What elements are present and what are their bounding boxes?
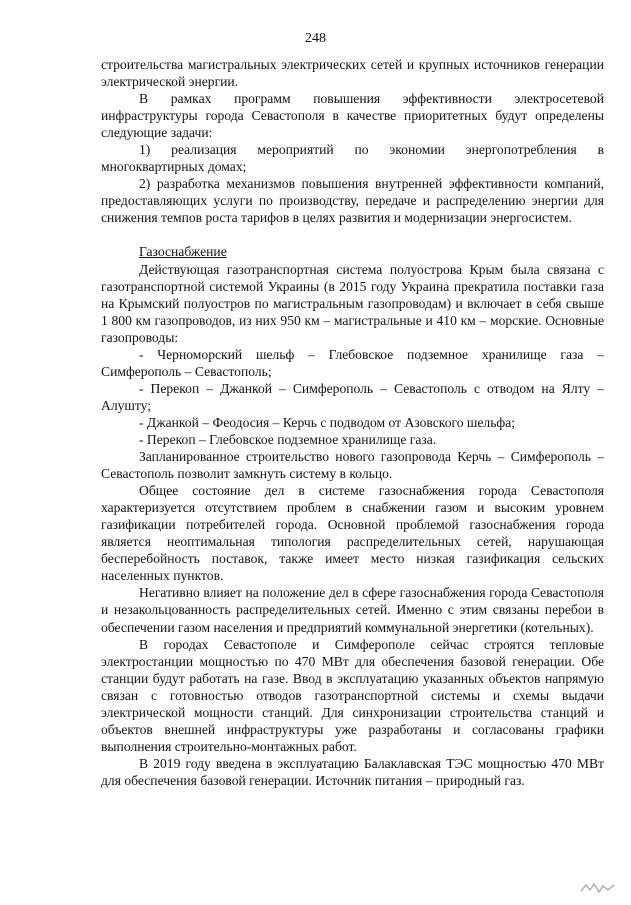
- paragraph-continuation: строительства магистральных электрических сетей и крупных источников генерации электрической энергии.: [101, 57, 604, 90]
- task-item-1: 1) реализация мероприятий по экономии энергопотребления в многоквартирных домах;: [101, 142, 604, 175]
- pipeline-item-3: - Джанкой – Феодосия – Керчь с подводом от Азовского шельфа;: [139, 414, 516, 430]
- paragraph-gas-system: Действующая газотранспортная система полуострова Крым была связана с газотранспортной системой Украины (в 2015 году Украина прекратила поставки газа на Крымский полуостров по магистральным газопроводам) и включает в себя свыше 1 800 км газопроводов, из них 950 км – магистральные и 410 км – морские. Основные газопроводы:: [101, 261, 604, 345]
- document-body: [101, 56, 604, 789]
- paragraph-network-problems: Негативно влияет на положение дел в сфере газоснабжения города Севастополя и незакольцованность распределительных сетей. Именно с этим связаны перебои в обеспечении газом населения и предприятий коммунальной энергетики (котельных).: [101, 585, 604, 635]
- pipeline-item-1: - Черноморский шельф – Глебовское подземное хранилище газа – Симферополь – Севастополь;: [101, 346, 604, 379]
- paragraph-power-plants: В городах Севастополе и Симферополе сейчас строятся тепловые электростанции мощностью по 470 МВт для обеспечения базовой генерации. Обе станции будут работать на газе. Ввод в эксплуатацию указанных объектов напрямую связан с готовностью отводов газотранспортной системы и схемы выдачи электрической мощности станций. Для синхронизации строительства станций и объектов внешней инфраструктуры уже разработаны и согласованы графики выполнения строительно-монтажных работ.: [101, 636, 604, 754]
- section-heading-gas-supply: Газоснабжение: [139, 244, 227, 260]
- paragraph-electrical-efficiency: В рамках программ повышения эффективности электросетевой инфраструктуры города Севастополя в качестве приоритетных будут определены следующие задачи:: [101, 91, 604, 141]
- page-number: 248: [305, 31, 326, 46]
- scan-mark-icon: [579, 881, 617, 895]
- paragraph-balaklava-tes: В 2019 году введена в эксплуатацию Балаклавская ТЭС мощностью 470 МВт для обеспечения базовой генерации. Источник питания – природный газ.: [101, 755, 604, 788]
- paragraph-planned-pipeline: Запланированное строительство нового газопровода Керчь – Симферополь – Севастополь позволит замкнуть систему в кольцо.: [101, 449, 604, 482]
- task-item-2: 2) разработка механизмов повышения внутренней эффективности компаний, предоставляющих услуги по производству, передаче и распределению энергии для снижения темпов роста тарифов в целях развития и модернизации энергосистем.: [101, 176, 604, 226]
- pipeline-item-2: - Перекоп – Джанкой – Симферополь – Севастополь с отводом на Ялту – Алушту;: [101, 380, 604, 413]
- paragraph-gas-state: Общее состояние дел в системе газоснабжения города Севастополя характеризуется отсутствием проблем в снабжении газом и высоким уровнем газификации потребителей города. Основной проблемой газоснабжения города является неоптимальная типология распределительных сетей, нарушающая бесперебойность поставок, также имеет место низкая газификация сельских населенных пунктов.: [101, 483, 604, 584]
- pipeline-item-4: - Перекоп – Глебовское подземное хранилище газа.: [139, 431, 437, 447]
